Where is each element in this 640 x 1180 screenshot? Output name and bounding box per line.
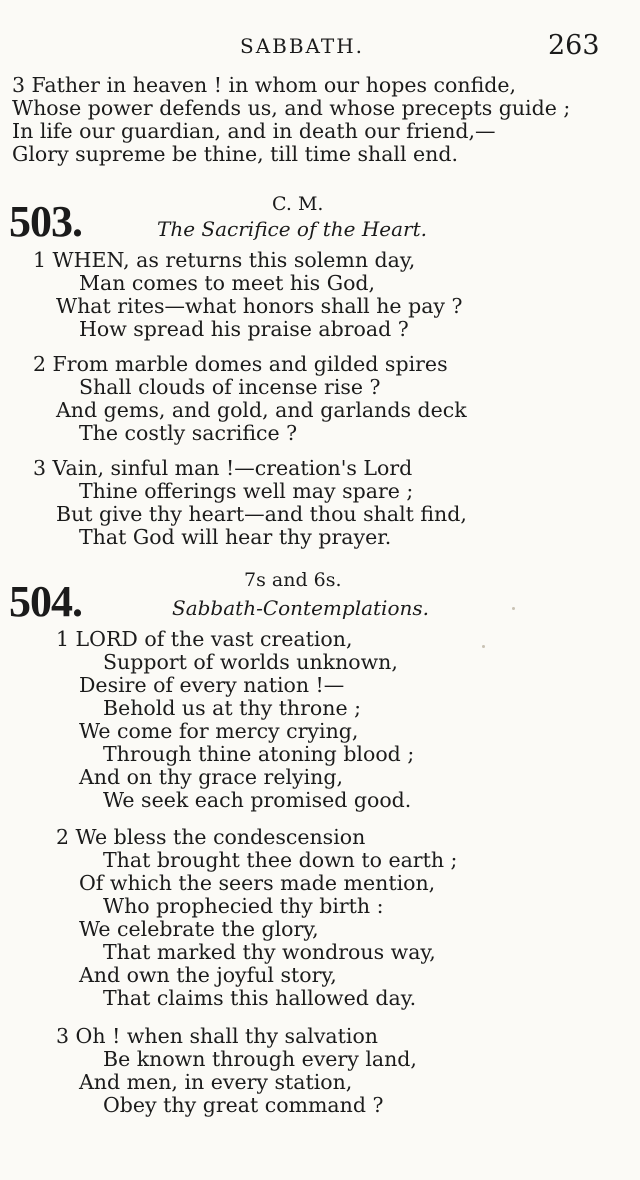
running-header: SABBATH.: [240, 34, 365, 58]
stanza-line: We celebrate the glory,: [79, 917, 319, 941]
stanza-line: And own the joyful story,: [79, 963, 337, 987]
stanza-line: Behold us at thy throne ;: [103, 696, 362, 720]
stanza-line: And men, in every station,: [79, 1070, 353, 1094]
stanza-line: That claims this hallowed day.: [103, 986, 417, 1010]
stanza-line: Through thine atoning blood ;: [103, 742, 415, 766]
stanza-line: Be known through every land,: [103, 1047, 417, 1071]
hymn-meter: C. M.: [272, 193, 324, 215]
hymn-number: 504.: [9, 577, 82, 626]
stanza-line: 3 Vain, sinful man !—creation's Lord: [33, 456, 413, 480]
paper-speck: [512, 607, 515, 610]
stanza-line: We come for mercy crying,: [79, 719, 359, 743]
stanza-line: We seek each promised good.: [103, 788, 412, 812]
stanza-line: How spread his praise abroad ?: [79, 317, 409, 341]
hymn-number: 503.: [9, 197, 82, 246]
stanza-line: Desire of every nation !—: [79, 673, 345, 697]
hymn-meter: 7s and 6s.: [244, 569, 342, 591]
paper-speck: [482, 645, 485, 648]
stanza-line: Shall clouds of incense rise ?: [79, 375, 381, 399]
stanza-line: Of which the seers made mention,: [79, 871, 436, 895]
stanza-line: What rites—what honors shall he pay ?: [56, 294, 463, 318]
stanza-line: Man comes to meet his God,: [79, 271, 376, 295]
stanza-line: The costly sacrifice ?: [79, 421, 298, 445]
stanza-line: That brought thee down to earth ;: [103, 848, 458, 872]
stanza-line: Whose power defends us, and whose precepts guide ;: [12, 96, 571, 120]
stanza-line: 2 From marble domes and gilded spires: [33, 352, 448, 376]
stanza-line: Support of worlds unknown,: [103, 650, 398, 674]
stanza-line: That God will hear thy prayer.: [79, 525, 392, 549]
stanza-line: 3 Father in heaven ! in whom our hopes confide,: [12, 73, 517, 97]
stanza-line: And gems, and gold, and garlands deck: [56, 398, 467, 422]
stanza-line: 1 WHEN, as returns this solemn day,: [33, 248, 416, 272]
stanza-line: Glory supreme be thine, till time shall end.: [12, 142, 459, 166]
stanza-line: That marked thy wondrous way,: [103, 940, 436, 964]
stanza-line: But give thy heart—and thou shalt find,: [56, 502, 467, 526]
stanza-line: And on thy grace relying,: [79, 765, 343, 789]
page-number: 263: [548, 30, 600, 61]
stanza-line: 2 We bless the condescension: [56, 825, 366, 849]
stanza-line: Who prophecied thy birth :: [103, 894, 384, 918]
hymn-title: The Sacrifice of the Heart.: [157, 217, 427, 241]
stanza-line: In life our guardian, and in death our friend,—: [12, 119, 496, 143]
stanza-line: 3 Oh ! when shall thy salvation: [56, 1024, 378, 1048]
stanza-line: Thine offerings well may spare ;: [79, 479, 414, 503]
hymn-title: Sabbath-Contemplations.: [172, 596, 429, 620]
stanza-line: Obey thy great command ?: [103, 1093, 384, 1117]
stanza-line: 1 LORD of the vast creation,: [56, 627, 353, 651]
